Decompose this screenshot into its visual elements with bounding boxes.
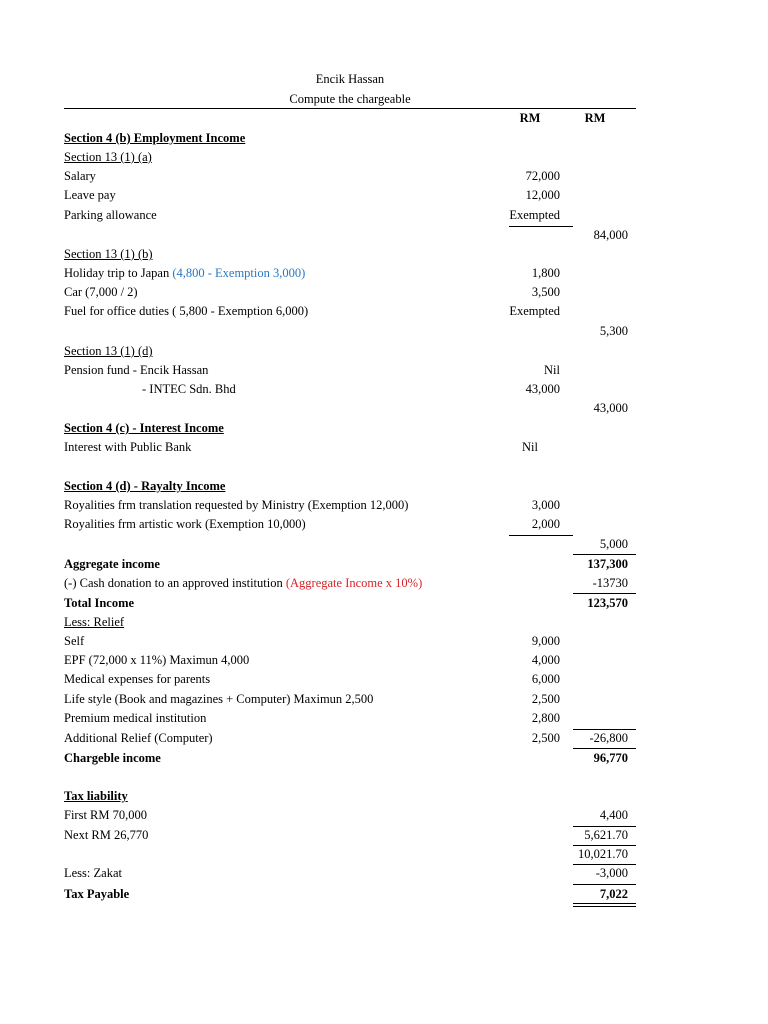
section-4b-heading: Section 4 (b) Employment Income	[64, 131, 246, 145]
section-heading	[64, 419, 636, 438]
row-value-col1: Nil	[544, 363, 560, 377]
tax-liability-heading: Tax liability	[64, 789, 128, 803]
row-label-text: (-) Cash donation to an approved institution	[64, 576, 283, 590]
row-label: Aggregate income	[64, 557, 160, 571]
row-label: EPF (72,000 x 11%) Maximun 4,000	[64, 653, 250, 667]
table-row	[64, 885, 636, 904]
row-label: First RM 70,000	[64, 808, 148, 822]
row-label	[64, 574, 422, 593]
row-label: Interest with Public Bank	[64, 440, 192, 454]
table-row	[64, 438, 636, 457]
table-row	[64, 361, 636, 380]
row-label: Tax Payable	[64, 887, 130, 901]
row-value-col1: 3,500	[531, 285, 560, 299]
row-value-col1: 12,000	[525, 188, 560, 202]
section-4c-heading: Section 4 (c) - Interest Income	[64, 421, 224, 435]
table-row	[64, 864, 636, 883]
row-value-col2: 5,000	[599, 537, 628, 551]
row-label: - INTEC Sdn. Bhd	[142, 382, 236, 396]
row-label: Life style (Book and magazines + Computer) Maximun 2,500	[64, 692, 374, 706]
row-value-col2: 4,400	[599, 808, 628, 822]
row-value-col1: 6,000	[531, 672, 560, 686]
table-row	[64, 594, 636, 613]
row-value-col1: 4,000	[531, 653, 560, 667]
subsection-heading	[64, 613, 636, 632]
subsection-heading	[64, 342, 636, 361]
row-value-col1: 1,800	[531, 266, 560, 280]
double-underline-bottom	[573, 906, 636, 907]
section-13-1d-heading: Section 13 (1) (d)	[64, 344, 153, 358]
section-4d-heading: Section 4 (d) - Rayalty Income	[64, 479, 226, 493]
row-label: Next RM 26,770	[64, 828, 149, 842]
row-value-col2: -13730	[592, 576, 628, 590]
subtotal-row	[64, 226, 636, 245]
row-label: Premium medical institution	[64, 711, 207, 725]
table-row	[64, 670, 636, 689]
table-row	[64, 651, 636, 670]
subsection-heading	[64, 245, 636, 264]
row-value-col2: 10,021.70	[578, 847, 628, 861]
row-value-col1: Nil	[522, 440, 538, 454]
row-label-text: Holiday trip to Japan	[64, 266, 170, 280]
table-row	[64, 806, 636, 825]
section-13-1b-heading: Section 13 (1) (b)	[64, 247, 153, 261]
table-row	[64, 749, 636, 768]
row-label: Leave pay	[64, 188, 116, 202]
donation-note: (Aggregate Income x 10%)	[285, 576, 423, 590]
row-value-col1: 2,500	[531, 731, 560, 745]
subtotal-row	[64, 535, 636, 554]
row-value-col1: 2,000	[531, 517, 560, 531]
row-value-col2: 96,770	[593, 751, 628, 765]
row-value-col2: 84,000	[593, 228, 628, 242]
row-label: Self	[64, 634, 85, 648]
table-row	[64, 574, 636, 593]
row-value-col1: 43,000	[525, 382, 560, 396]
row-label: Parking allowance	[64, 208, 157, 222]
row-value-col2: 43,000	[593, 401, 628, 415]
subtotal-row	[64, 322, 636, 341]
exemption-note: (4,800 - Exemption 3,000)	[172, 266, 306, 280]
table-row	[64, 709, 636, 728]
row-label: Royalities frm artistic work (Exemption 10,000)	[64, 517, 306, 531]
row-label: Medical expenses for parents	[64, 672, 211, 686]
column-header-rm-1: RM	[519, 111, 541, 125]
subtotal-row	[64, 399, 636, 418]
row-value-col2: 123,570	[587, 596, 628, 610]
row-value-col1: 2,500	[531, 692, 560, 706]
section-heading	[64, 477, 636, 496]
row-value-col1: Exempted	[509, 208, 560, 222]
table-row	[64, 206, 636, 225]
row-value-col1: 72,000	[525, 169, 560, 183]
subsection-heading	[64, 148, 636, 167]
table-row	[64, 729, 636, 748]
table-row	[64, 283, 636, 302]
section-heading	[64, 129, 636, 148]
row-label: Fuel for office duties ( 5,800 - Exemption 6,000)	[64, 304, 309, 318]
row-label: Pension fund - Encik Hassan	[64, 363, 209, 377]
section-heading	[64, 787, 636, 806]
double-underline-top	[573, 903, 636, 904]
subtotal-row	[64, 845, 636, 864]
table-row	[64, 515, 636, 534]
table-row	[64, 632, 636, 651]
row-value-col1: 2,800	[531, 711, 560, 725]
column-header-row	[64, 109, 636, 128]
table-row	[64, 264, 636, 283]
row-label: Chargeble income	[64, 751, 161, 765]
table-row	[64, 690, 636, 709]
row-value-col2: -26,800	[589, 731, 628, 745]
document-subtitle: Compute the chargeable	[289, 92, 411, 106]
row-label: Royalities frm translation requested by Ministry (Exemption 12,000)	[64, 498, 409, 512]
row-value-col1: Exempted	[509, 304, 560, 318]
table-row	[64, 186, 636, 205]
row-label: Additional Relief (Computer)	[64, 731, 213, 745]
table-row	[64, 167, 636, 186]
row-value-col2: 137,300	[587, 557, 628, 571]
row-value-col1: 3,000	[531, 498, 560, 512]
row-label: Car (7,000 / 2)	[64, 285, 138, 299]
row-label: Less: Zakat	[64, 866, 122, 880]
row-value-col2: 5,300	[599, 324, 628, 338]
table-row	[64, 826, 636, 845]
row-value-col2: 5,621.70	[584, 828, 628, 842]
row-value-col2: -3,000	[595, 866, 628, 880]
table-row	[64, 555, 636, 574]
section-13-1a-heading: Section 13 (1) (a)	[64, 150, 152, 164]
table-row	[64, 380, 636, 399]
table-row	[64, 302, 636, 321]
row-value-col1: 9,000	[531, 634, 560, 648]
row-label: Total Income	[64, 596, 135, 610]
row-value-col2: 7,022	[599, 887, 628, 901]
table-row	[64, 496, 636, 515]
less-relief-heading: Less: Relief	[64, 615, 125, 629]
row-label	[64, 264, 305, 283]
document-title: Encik Hassan	[315, 72, 385, 86]
row-label: Salary	[64, 169, 96, 183]
column-header-rm-2: RM	[584, 111, 606, 125]
